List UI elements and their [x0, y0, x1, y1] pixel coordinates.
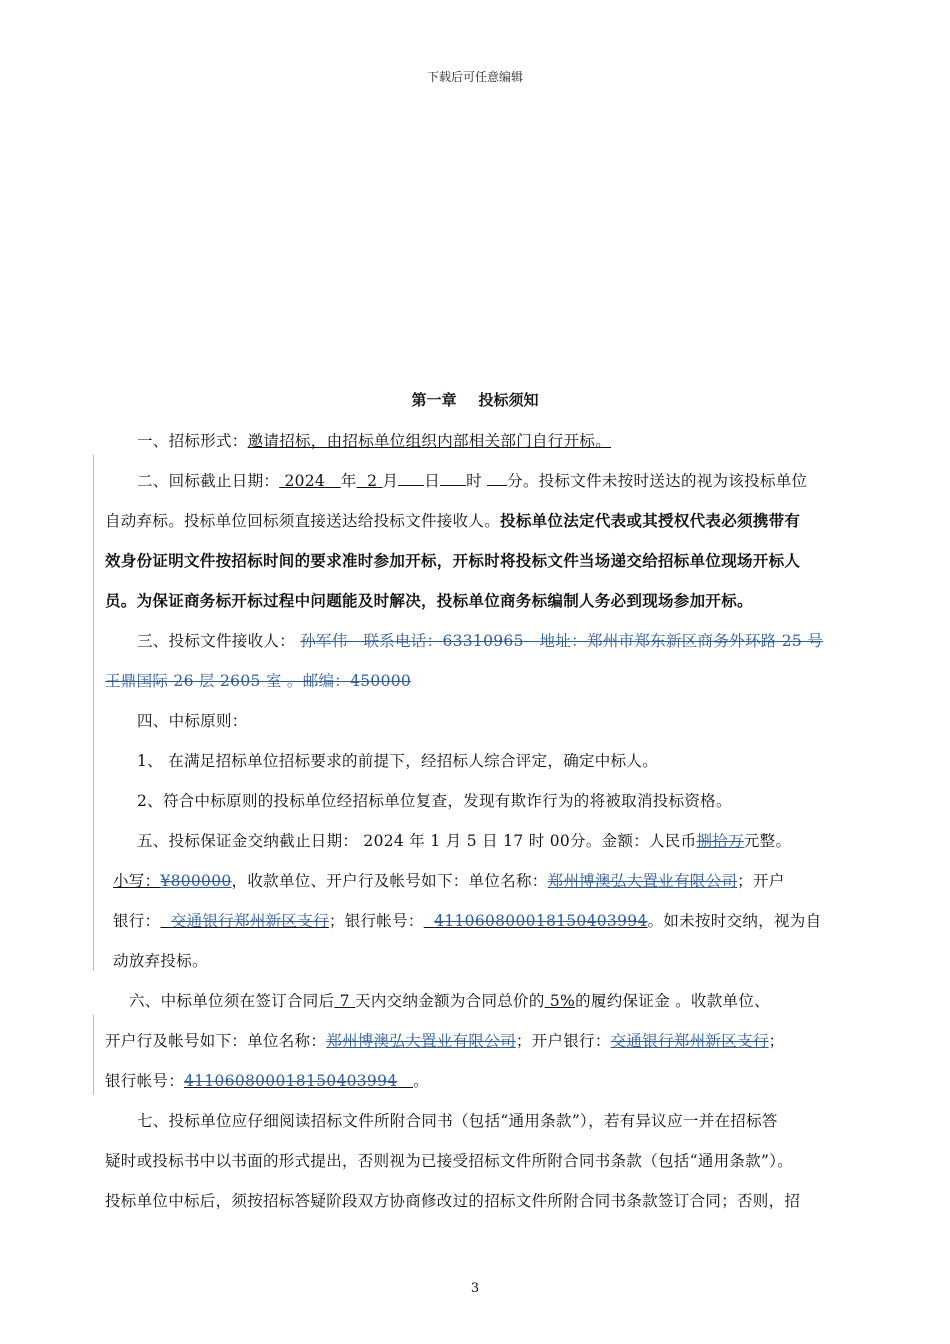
- year-unit: 年: [340, 472, 357, 490]
- section-2-text: 分。投标文件未按时送达的视为该投标单位: [507, 472, 808, 490]
- day-blank: [398, 471, 424, 486]
- section-6-line-1: [129, 991, 879, 1011]
- margin-bar: [93, 455, 94, 971]
- chapter-title: [0, 389, 950, 410]
- deposit-bank: 交通银行郑州新区支行: [170, 912, 329, 930]
- deadline-month: 2: [367, 472, 378, 490]
- tender-form-value: 邀请招标，由招标单位组织内部相关部门自行开标。: [247, 432, 612, 450]
- section-5-text: 五、投标保证金交纳截止日期： 2024 年 1 月 5 日 17 时 00分。金额：人民币: [137, 832, 697, 850]
- section-6-text: 天内交纳金额为合同总价的: [355, 992, 545, 1010]
- section-6-text: 的履约保证金 。收款单位、: [575, 992, 770, 1010]
- account-label: 银行帐号：: [105, 1072, 185, 1090]
- account-value: [184, 1072, 413, 1090]
- section-6-text: 开户行及帐号如下：单位名称：: [105, 1032, 327, 1050]
- chapter-name: 投标须知: [478, 391, 539, 409]
- percent-value: 5%: [549, 992, 576, 1010]
- account-label: ；银行帐号：: [328, 912, 424, 930]
- section-2-line-3: 效身份证明文件按招标时间的要求准时参加开标，开标时将投标文件当场递交给招标单位现场开标人: [105, 552, 801, 570]
- performance-bank: 交通银行郑州新区支行: [610, 1032, 769, 1050]
- section-6-line-2: [105, 1031, 855, 1051]
- section-6-text: ；开户银行：: [515, 1032, 611, 1050]
- section-1-label: 一、招标形式：: [137, 432, 248, 450]
- days-value: 7: [339, 992, 350, 1010]
- performance-account: 411060800018150403994: [184, 1072, 398, 1090]
- section-6-line-3: [105, 1071, 855, 1091]
- month-unit: 月: [382, 472, 399, 490]
- section-5-line-3: [113, 911, 863, 931]
- section-7-line-3: 投标单位中标后，须按招标答疑阶段双方协商修改过的招标文件所附合同书条款签订合同；否则，招: [105, 1192, 801, 1210]
- award-principle-2: 2、符合中标原则的投标单位经招标单位复查，发现有欺诈行为的将被取消投标资格。: [137, 792, 732, 810]
- day-unit: 日: [424, 472, 441, 490]
- section-5-line-2: [113, 871, 863, 891]
- section-2-line-1: [137, 471, 855, 491]
- bank-label: 银行：: [113, 912, 161, 930]
- section-3-line-2: [105, 671, 855, 691]
- payee-company: 郑州博澳弘大置业有限公司: [547, 872, 738, 890]
- section-6-text: 六、中标单位须在签订合同后: [129, 992, 335, 1010]
- section-5-line-1: [137, 831, 855, 851]
- lowercase-label: 小写：: [113, 872, 161, 890]
- section-5-text: ，收款单位、开户行及帐号如下：单位名称：: [231, 872, 548, 890]
- section-2-label: 二、回标截止日期：: [137, 472, 280, 490]
- margin-bar: [93, 1015, 94, 1095]
- section-2-line-2: [105, 511, 855, 531]
- deposit-amount-chinese: 捌拾万: [696, 832, 744, 850]
- section-5-text: 。如未按时交纳，视为自: [647, 912, 822, 930]
- section-3-line-1: [137, 631, 855, 651]
- receiver-info: 孙军伟 联系电话：63310965 地址：郑州市郑东新区商务外环路 25 号: [300, 632, 824, 650]
- deposit-account: 411060800018150403994: [434, 912, 648, 930]
- award-principle-1: 1、 在满足招标单位招标要求的前提下，经招标人综合评定，确定中标人。: [137, 752, 658, 770]
- section-3-label: 三、投标文件接收人：: [137, 632, 296, 650]
- hour-unit: 时: [466, 472, 482, 490]
- section-1: [137, 431, 855, 451]
- page-number: 3: [470, 1281, 480, 1296]
- section-2-text: 自动弃标。投标单位回标须直接送达给投标文件接收人。: [105, 512, 501, 530]
- hour-blank: [440, 471, 466, 486]
- section-7-line-1: 七、投标单位应仔细阅读招标文件所附合同书（包括“通用条款”），若有异议应一并在招标答: [137, 1112, 778, 1130]
- account-value: [424, 912, 648, 930]
- deadline-year: 2024: [284, 472, 326, 490]
- section-5-text: ；开户: [737, 872, 785, 890]
- section-7-line-2: 疑时或投标书中以书面的形式提出，否则视为已接受招标文件所附合同书条款（包括“通用条款”）。: [105, 1152, 794, 1170]
- section-6-text: 。: [413, 1072, 429, 1090]
- section-5-line-4: 动放弃投标。: [113, 952, 208, 970]
- bank-value: [160, 912, 328, 930]
- deposit-amount-number: ¥800000: [160, 872, 232, 890]
- chapter-number: 第一章: [411, 391, 457, 409]
- section-2-bold-text: 投标单位法定代表或其授权代表必须携带有: [500, 512, 801, 530]
- minute-blank: [487, 471, 507, 486]
- performance-payee-company: 郑州博澳弘大置业有限公司: [326, 1032, 516, 1050]
- section-4-label: 四、中标原则：: [137, 712, 248, 730]
- section-6-text: ；: [768, 1032, 785, 1050]
- page-header: 下载后可任意编辑: [426, 70, 523, 84]
- section-2-line-4: 员。为保证商务标开标过程中问题能及时解决，投标单位商务标编制人务必到现场参加开标。: [105, 592, 753, 610]
- section-5-text: 元整。: [743, 832, 792, 850]
- receiver-address: 王鼎国际 26 层 2605 室 。邮编：450000: [105, 672, 412, 690]
